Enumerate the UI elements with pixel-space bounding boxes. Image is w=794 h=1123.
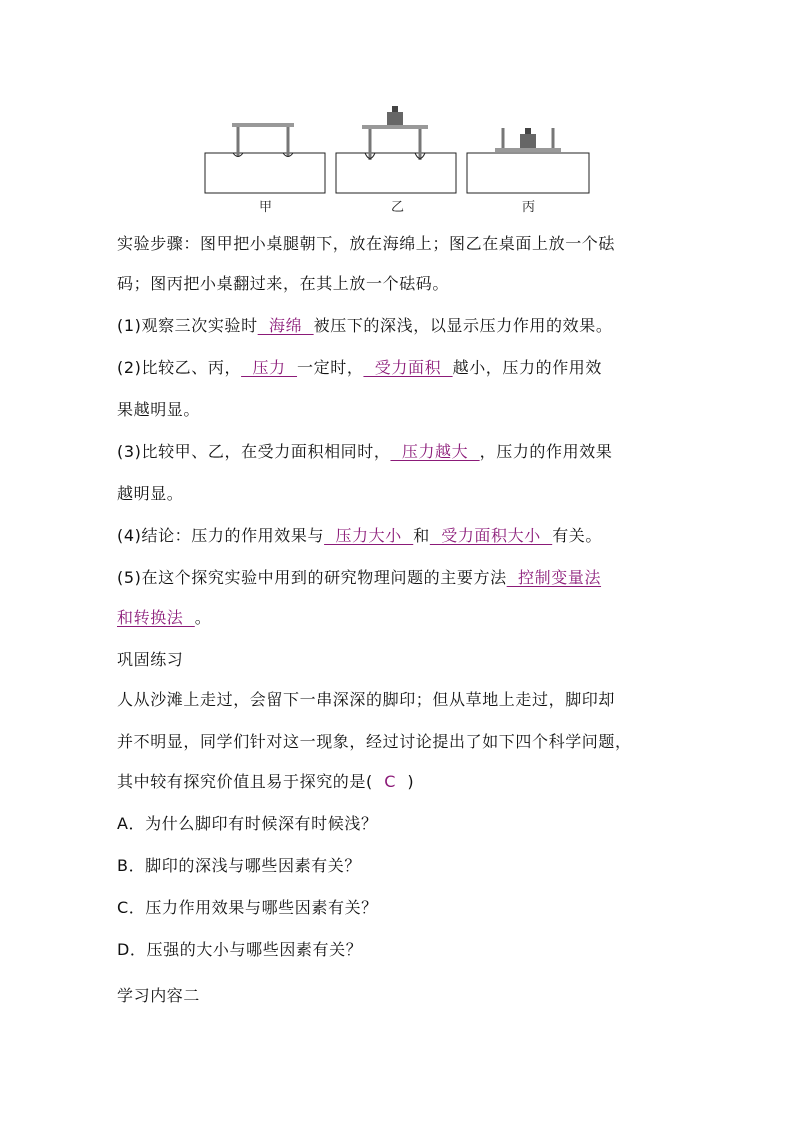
question-1 bbox=[117, 316, 612, 336]
q4-text-post: 有关。 bbox=[552, 526, 603, 545]
question-5 bbox=[117, 568, 601, 588]
q3-answer: 压力越大 bbox=[390, 442, 480, 461]
option-c: C．压力作用效果与哪些因素有关？ bbox=[117, 898, 378, 917]
practice-answer: C bbox=[372, 772, 408, 791]
q3-text: (3)比较甲、乙，在受力面积相同时， bbox=[117, 442, 391, 461]
practice-paren-close: ) bbox=[407, 772, 415, 791]
option-b: B．脚印的深浅与哪些因素有关？ bbox=[117, 856, 361, 875]
q3-text-post: ，压力的作用效果 bbox=[479, 442, 613, 461]
steps-line-1: 实验步骤：图甲把小桌腿朝下，放在海绵上；图乙在桌面上放一个砝 bbox=[117, 234, 616, 253]
q4-answer-1: 压力大小 bbox=[324, 526, 414, 545]
practice-line-2: 并不明显，同学们针对这一现象，经过讨论提出了如下四个科学问题， bbox=[117, 732, 632, 751]
q5-answer-1: 控制变量法 bbox=[506, 568, 602, 587]
q1-text-post: 被压下的深浅，以显示压力作用的效果。 bbox=[313, 316, 613, 335]
q2-text-mid: 一定时， bbox=[297, 358, 364, 377]
caption-jia: 甲 bbox=[259, 200, 273, 215]
caption-yi: 乙 bbox=[391, 200, 405, 215]
q5-text-post: 。 bbox=[194, 608, 212, 627]
question-3 bbox=[117, 442, 612, 462]
setup-yi bbox=[336, 106, 456, 193]
q1-text: (1)观察三次实验时 bbox=[117, 316, 258, 335]
question-2-cont: 果越明显。 bbox=[117, 400, 201, 419]
steps-line-2: 码；图丙把小桌翻过来，在其上放一个砝码。 bbox=[117, 274, 450, 293]
q2-answer-2: 受力面积 bbox=[363, 358, 453, 377]
practice-question: 其中较有探究价值且易于探究的是( bbox=[117, 772, 373, 791]
question-3-cont: 越明显。 bbox=[117, 484, 184, 503]
section-heading: 学习内容二 bbox=[117, 986, 201, 1005]
option-d: D．压强的大小与哪些因素有关？ bbox=[117, 940, 363, 959]
q4-text-mid: 和 bbox=[413, 526, 430, 545]
q4-text: (4)结论：压力的作用效果与 bbox=[117, 526, 325, 545]
option-a: A．为什么脚印有时候深有时候浅？ bbox=[117, 814, 378, 833]
question-2 bbox=[117, 358, 602, 378]
setup-jia bbox=[205, 123, 325, 193]
question-5-cont bbox=[117, 608, 211, 628]
q2-answer-1: 压力 bbox=[241, 358, 298, 377]
q4-answer-2: 受力面积大小 bbox=[429, 526, 553, 545]
caption-bing: 丙 bbox=[522, 200, 536, 215]
q5-answer-2: 和转换法 bbox=[117, 608, 195, 627]
q1-answer: 海绵 bbox=[257, 316, 314, 335]
q2-text-post: 越小，压力的作用效 bbox=[452, 358, 602, 377]
q5-text: (5)在这个探究实验中用到的研究物理问题的主要方法 bbox=[117, 568, 507, 587]
practice-heading: 巩固练习 bbox=[117, 650, 184, 669]
setup-bing bbox=[467, 128, 589, 193]
practice-line-3 bbox=[117, 772, 414, 792]
question-4 bbox=[117, 526, 602, 546]
q2-text: (2)比较乙、丙， bbox=[117, 358, 242, 377]
practice-line-1: 人从沙滩上走过，会留下一串深深的脚印；但从草地上走过，脚印却 bbox=[117, 690, 616, 709]
